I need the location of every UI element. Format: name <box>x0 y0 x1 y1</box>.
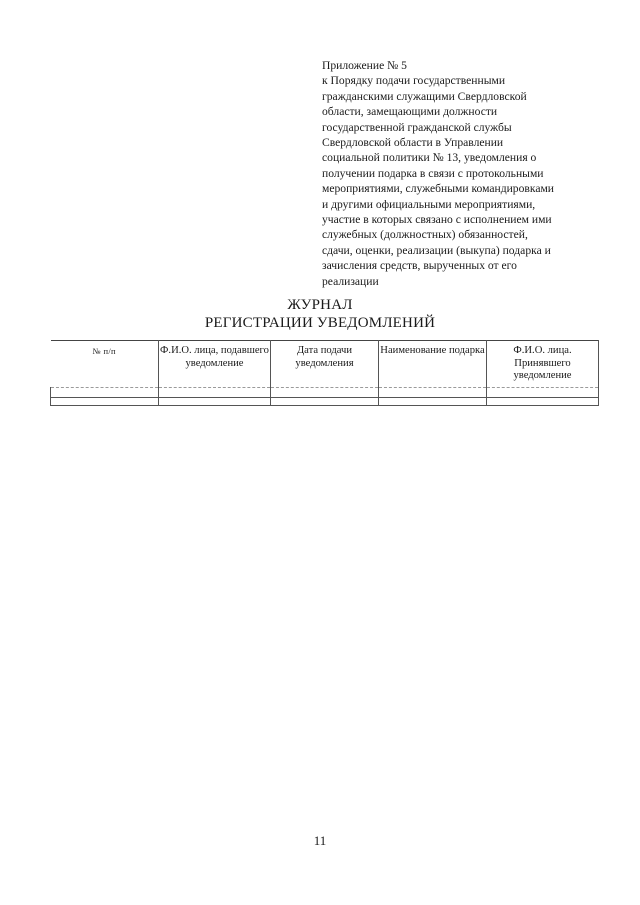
journal-subtitle: РЕГИСТРАЦИИ УВЕДОМЛЕНИЙ <box>204 315 436 331</box>
appendix-line: социальной политики № 13, уведомления о <box>322 151 537 165</box>
table-header-row <box>51 341 599 388</box>
table-cell <box>271 388 379 398</box>
table-cell <box>487 398 599 406</box>
table-cell <box>159 388 271 398</box>
header-submission-date: Дата подачи уведомления <box>271 341 379 388</box>
appendix-line: государственной гражданской службы <box>322 120 512 134</box>
appendix-line: служебных (должностных) обязанностей, <box>322 228 528 242</box>
appendix-line: участие в которых связано с исполнением ими <box>322 213 552 227</box>
appendix-line: области, замещающими должности <box>322 105 498 119</box>
appendix-line: к Порядку подачи государственными <box>322 74 506 88</box>
table-cell <box>271 398 379 406</box>
table-cell <box>51 398 159 406</box>
appendix-line: получении подарка в связи с протокольными <box>322 166 544 180</box>
table-cell <box>159 398 271 406</box>
appendix-line: Приложение № 5 <box>322 59 407 72</box>
table-cell <box>379 398 487 406</box>
appendix-line: Свердловской области в Управлении <box>322 136 504 150</box>
header-number: № п/п <box>51 341 159 388</box>
table-row <box>51 398 599 406</box>
header-receiver-name: Ф.И.О. лица. Принявшего уведомление <box>487 341 599 388</box>
page-number: 11 <box>313 833 327 848</box>
appendix-line: гражданскими служащими Свердловской <box>322 89 527 103</box>
appendix-line: зачисления средств, вырученных от его <box>322 259 517 273</box>
table-cell <box>51 388 159 398</box>
table-cell <box>379 388 487 398</box>
registration-journal-table <box>50 340 599 406</box>
appendix-line: мероприятиями, служебными командировками <box>322 182 555 196</box>
header-submitter-name: Ф.И.О. лица, подавшего уведомление <box>159 341 271 388</box>
header-gift-name: Наименование подарка <box>379 341 487 388</box>
appendix-line: сдачи, оценки, реализации (выкупа) подарка и <box>322 243 551 257</box>
appendix-line: реализации <box>322 274 379 288</box>
journal-title: ЖУРНАЛ <box>287 297 353 313</box>
table-cell <box>487 388 599 398</box>
appendix-line: и другими официальными мероприятиями, <box>322 197 536 211</box>
appendix-block <box>322 58 597 289</box>
table-row <box>51 388 599 398</box>
